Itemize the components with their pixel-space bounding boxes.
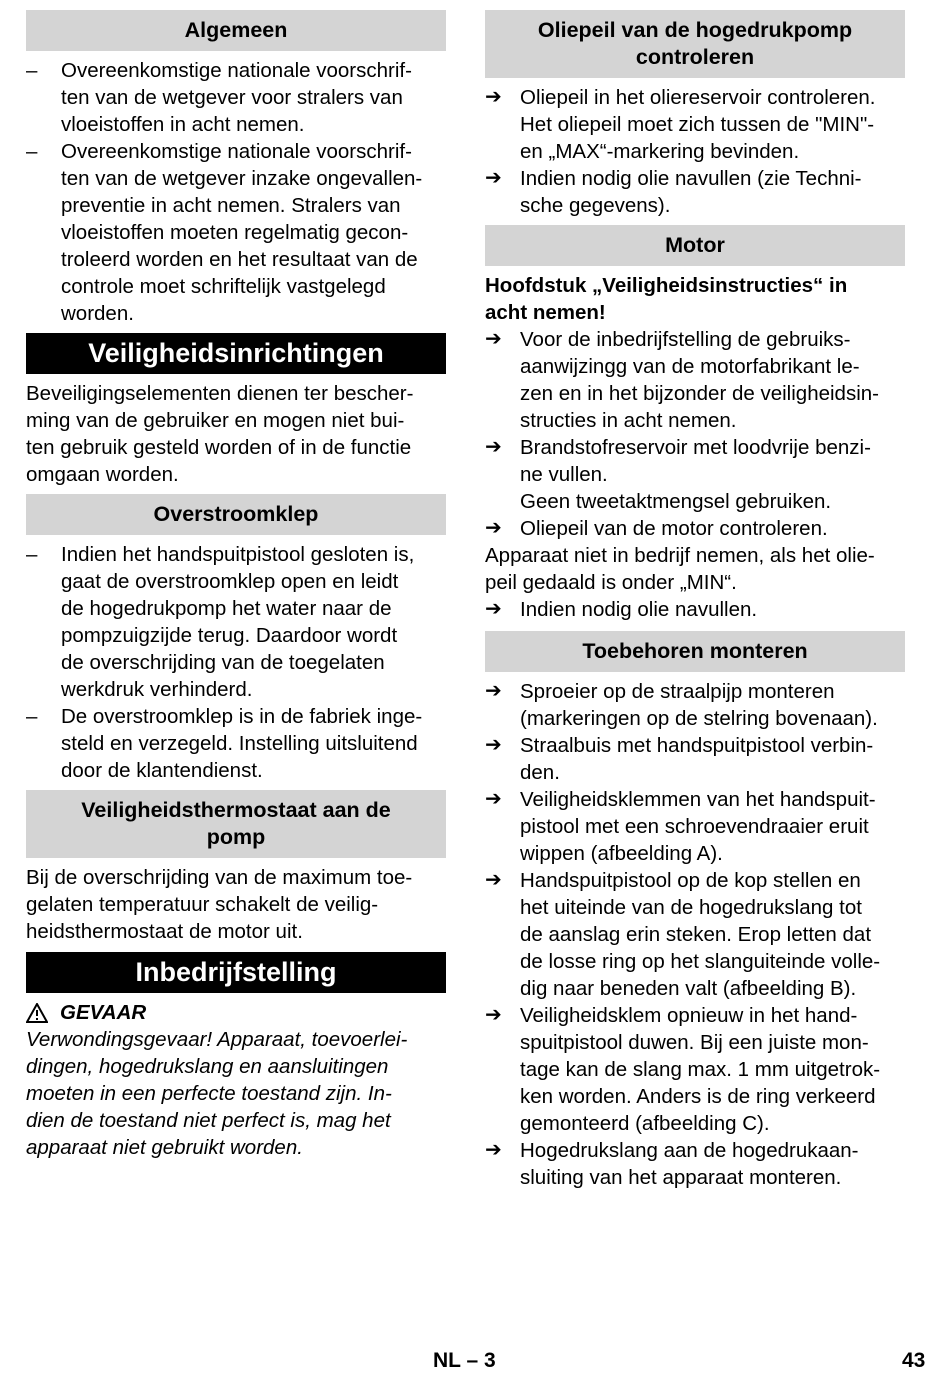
dash-marker: – <box>26 543 38 566</box>
paragraph-veiligheidsinrichtingen: Beveiligingselementen dienen ter bescher- ming van de gebruiker en mogen niet bui- ten gebruik gesteld worden of in de functie omgaan worden. <box>26 382 414 486</box>
list-item <box>485 84 905 165</box>
list-item-text: Overeenkomstige nationale voorschrif- ten van de wetgever voor stralers van vloeistoffen in acht nemen. <box>61 59 412 136</box>
list-item <box>485 1137 905 1191</box>
list-item <box>26 138 446 327</box>
list-item-text: Brandstofreservoir met loodvrije benzi- ne vullen. Geen tweetaktmengsel gebruiken. <box>520 436 871 513</box>
heading-overstroomklep: Overstroomklep <box>26 494 446 535</box>
list-item <box>485 165 905 219</box>
list-item <box>485 1002 905 1137</box>
left-column <box>26 10 446 1161</box>
heading-toebehoren-monteren: Toebehoren monteren <box>485 631 905 672</box>
list-item-text: Veiligheidsklemmen van het handspuit- pistool met een schroevendraaier eruit wippen (afbeelding A). <box>520 788 876 865</box>
list-item-text: Veiligheidsklem opnieuw in het hand- spuitpistool duwen. Bij een juiste mon- tage kan de slang max. 1 mm uitgetrok- ken worden. Anders is de ring verkeerd gemonteerd (afbeelding C). <box>520 1004 881 1135</box>
list-item-text: Hogedrukslang aan de hogedrukaan- sluiting van het apparaat monteren. <box>520 1139 859 1189</box>
danger-text: Verwondingsgevaar! Apparaat, toevoerlei- dingen, hogedrukslang en aansluitingen moeten in een perfecte toestand zijn. In- dien de toestand niet perfect is, mag het apparaat niet gebruikt worden. <box>26 1028 408 1159</box>
footer-section-label: NL – 3 <box>433 1349 496 1372</box>
dash-marker: – <box>26 59 38 82</box>
motor-notice: Hoofdstuk „Veiligheidsinstructies“ in acht nemen! <box>485 274 848 324</box>
list-item-text: Indien het handspuitpistool gesloten is, gaat de overstroomklep open en leidt de hogedrukpomp het water naar de pompzuigzijde terug. Daardoor wordt de overschrijding van de toegelaten werkdruk verhinderd. <box>61 543 415 701</box>
list-item <box>26 541 446 703</box>
heading-motor: Motor <box>485 225 905 266</box>
paragraph-veiligheidsthermostaat: Bij de overschrijding van de maximum toe- gelaten temperatuur schakelt de veilig- heidsthermostaat de motor uit. <box>26 866 413 943</box>
arrow-icon: ➔ <box>485 869 502 891</box>
list-item-text: Sproeier op de straalpijp monteren (markeringen op de stelring bovenaan). <box>520 680 878 730</box>
warning-triangle-icon <box>26 1003 48 1023</box>
list-item-text: Handspuitpistool op de kop stellen en het uiteinde van de hogedrukslang tot de aanslag erin steken. Erop letten dat de losse ring op het slanguiteinde volle- dig naar beneden valt (afbeelding B). <box>520 869 881 1000</box>
arrow-icon: ➔ <box>485 1004 502 1026</box>
list-item-text: De overstroomklep is in de fabriek inge- steld en verzegeld. Instelling uitsluitend door de klantendienst. <box>61 705 423 782</box>
list-item <box>26 703 446 784</box>
list-item-text: Indien nodig olie navullen. <box>520 598 758 621</box>
arrow-icon: ➔ <box>485 167 502 189</box>
arrow-icon: ➔ <box>485 598 502 620</box>
danger-label <box>26 999 446 1026</box>
arrow-icon: ➔ <box>485 1139 502 1161</box>
arrow-icon: ➔ <box>485 680 502 702</box>
list-item <box>485 867 905 1002</box>
footer-page-number: 43 <box>902 1349 926 1372</box>
list-item-text: Voor de inbedrijfstelling de gebruiks- aanwijzingg van de motorfabrikant le- zen en in het bijzonder de veiligheidsin- structies in acht nemen. <box>520 328 879 432</box>
dash-marker: – <box>26 705 38 728</box>
arrow-icon: ➔ <box>485 86 502 108</box>
arrow-icon: ➔ <box>485 436 502 458</box>
dash-marker: – <box>26 140 38 163</box>
list-item-text: Oliepeil in het oliereservoir controleren. Het oliepeil moet zich tussen de "MIN"- en „MAX“-markering bevinden. <box>520 86 876 163</box>
heading-veiligheidsthermostaat: Veiligheidsthermostaat aan de pomp <box>26 790 446 858</box>
arrow-icon: ➔ <box>485 788 502 810</box>
list-item <box>26 57 446 138</box>
list-item-text: Straalbuis met handspuitpistool verbin- den. <box>520 734 874 784</box>
list-item <box>485 732 905 786</box>
danger-label-text: GEVAAR <box>60 1001 147 1024</box>
heading-inbedrijfstelling: Inbedrijfstelling <box>26 952 446 993</box>
list-item <box>485 678 905 732</box>
arrow-icon: ➔ <box>485 734 502 756</box>
list-item <box>485 434 905 515</box>
list-item <box>485 326 905 434</box>
heading-algemeen: Algemeen <box>26 10 446 51</box>
list-item <box>485 596 905 623</box>
arrow-icon: ➔ <box>485 328 502 350</box>
arrow-icon: ➔ <box>485 517 502 539</box>
right-column <box>485 10 905 1191</box>
list-item-text: Overeenkomstige nationale voorschrif- ten van de wetgever inzake ongevallen- preventie in acht nemen. Stralers van vloeistoffen moeten regelmatig gecon- troleerd worden en het resultaat van de controle moet schriftelijk vastgelegd worden. <box>61 140 423 325</box>
heading-oliepeil-hogedrukpomp: Oliepeil van de hogedrukpomp controleren <box>485 10 905 78</box>
heading-veiligheidsinrichtingen: Veiligheidsinrichtingen <box>26 333 446 374</box>
motor-paragraph: Apparaat niet in bedrijf nemen, als het olie- peil gedaald is onder „MIN“. <box>485 544 875 594</box>
list-item <box>485 515 905 542</box>
list-item-text: Indien nodig olie navullen (zie Techni- sche gegevens). <box>520 167 862 217</box>
list-item-text: Oliepeil van de motor controleren. <box>520 517 828 540</box>
list-item <box>485 786 905 867</box>
